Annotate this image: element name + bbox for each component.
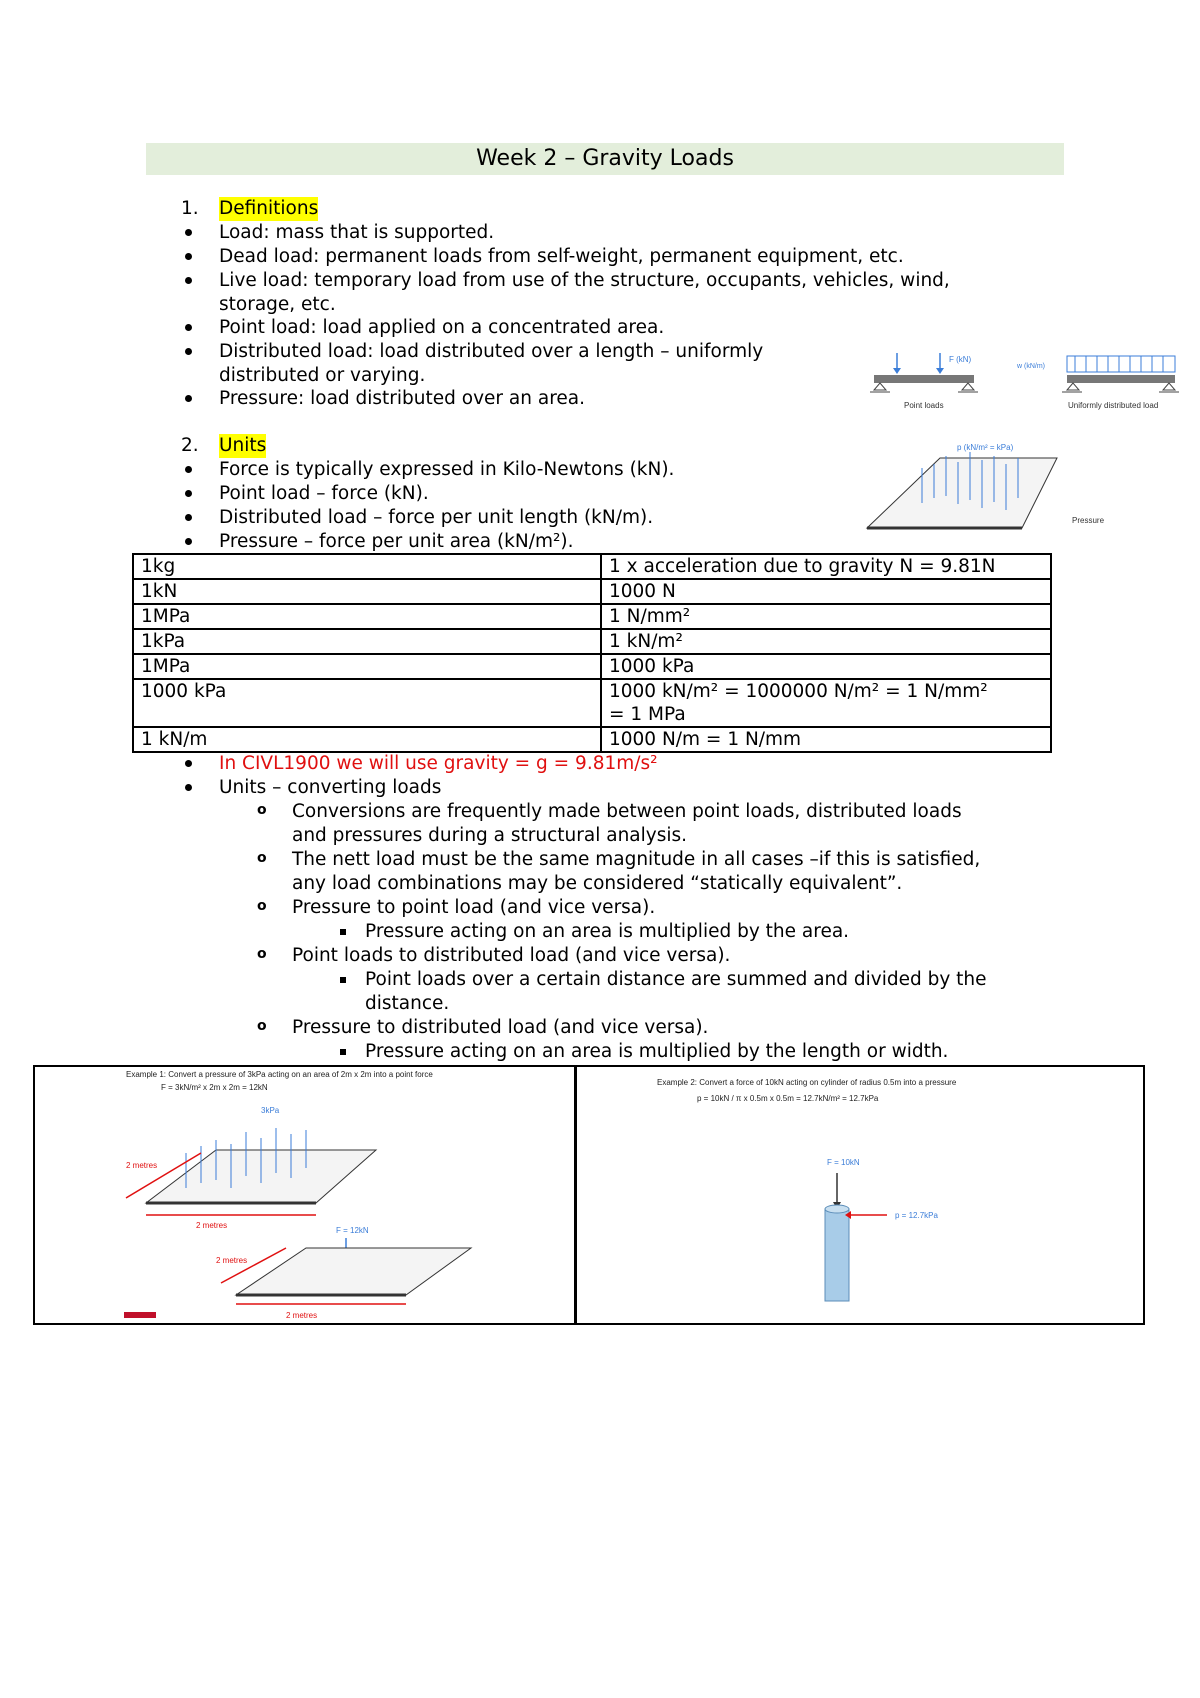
sub-item: The nett load must be the same magnitude in all cases –if this is satisfied, [292, 849, 981, 870]
page-title: Week 2 – Gravity Loads [146, 143, 1064, 175]
bullet-icon [185, 395, 192, 402]
square-bullet-icon [340, 929, 346, 935]
list-item: distributed or varying. [219, 365, 426, 386]
list-item: Pressure: load distributed over an area. [219, 388, 585, 409]
dimension-label: 2 metres [126, 1161, 158, 1170]
table-cell-line: 1000 kN/m² = 1000000 N/m² = 1 N/mm² [609, 681, 988, 702]
circle-bullet-icon: o [257, 850, 267, 866]
section-number: 2. [181, 435, 199, 456]
logo-bar [124, 1312, 156, 1318]
bullet-icon [185, 324, 192, 331]
sub-sub-item: distance. [365, 993, 450, 1014]
w-label: w (kN/m) [1017, 363, 1045, 370]
example-1-title: Example 1: Convert a pressure of 3kPa acting on an area of 2m x 2m into a point force [126, 1070, 433, 1079]
list-item: storage, etc. [219, 294, 336, 315]
example-1-figure [36, 1068, 572, 1322]
example-2-figure [577, 1068, 1143, 1322]
list-item: Units – converting loads [219, 777, 442, 798]
p-label: p (kN/m² = kPa) [957, 443, 1014, 452]
udl-beam [1016, 356, 1179, 410]
circle-bullet-icon: o [257, 1018, 267, 1034]
pressure-label: Pressure [1072, 516, 1105, 525]
table-cell: 1000 N [601, 579, 1051, 604]
units-table [132, 553, 1052, 753]
sub-item: and pressures during a structural analysis. [292, 825, 688, 846]
bullet-icon [185, 784, 192, 791]
list-item: Pressure – force per unit area (kN/m²). [219, 531, 574, 552]
table-row [133, 604, 1051, 629]
circle-bullet-icon: o [257, 802, 267, 818]
table-row [133, 654, 1051, 679]
bullet-icon [185, 348, 192, 355]
dimension-label: 2 metres [216, 1256, 248, 1265]
point-load-beam [870, 353, 978, 410]
section-heading-units: Units [219, 435, 267, 456]
list-item: Force is typically expressed in Kilo-Newtons (kN). [219, 459, 675, 480]
section-number: 1. [181, 198, 199, 219]
sub-sub-item: Pressure acting on an area is multiplied by the area. [365, 921, 850, 942]
example-1-formula: F = 3kN/m² x 2m x 2m = 12kN [161, 1083, 268, 1092]
dimension-label: 2 metres [196, 1221, 228, 1230]
square-bullet-icon [340, 1049, 346, 1055]
table-cell: 1kg [133, 554, 601, 579]
list-item: Dead load: permanent loads from self-weight, permanent equipment, etc. [219, 246, 904, 267]
sub-item: Conversions are frequently made between point loads, distributed loads [292, 801, 962, 822]
table-row [133, 727, 1051, 752]
sub-item: Pressure to point load (and vice versa). [292, 897, 656, 918]
force-label: F = 12kN [336, 1226, 369, 1235]
table-row [133, 579, 1051, 604]
table-row [133, 554, 1051, 579]
table-cell: 1kPa [133, 629, 601, 654]
beam-load-figure [862, 350, 1192, 416]
sub-sub-item: Pressure acting on an area is multiplied by the length or width. [365, 1041, 949, 1062]
table-row [133, 629, 1051, 654]
bullet-icon [185, 277, 192, 284]
table-cell [601, 679, 1051, 727]
udl-label: Uniformly distributed load [1068, 401, 1159, 410]
list-item: Distributed load – force per unit length (kN/m). [219, 507, 654, 528]
bullet-icon [185, 538, 192, 545]
table-cell: 1000 kPa [601, 654, 1051, 679]
dimension-label: 2 metres [286, 1311, 318, 1320]
table-cell: 1000 kPa [133, 679, 601, 727]
square-bullet-icon [340, 977, 346, 983]
sub-item: Point loads to distributed load (and vice versa). [292, 945, 731, 966]
f-label: F (kN) [949, 355, 972, 364]
list-item: Load: mass that is supported. [219, 222, 495, 243]
bullet-icon [185, 253, 192, 260]
force-label: F = 10kN [827, 1158, 860, 1167]
list-item: Distributed load: load distributed over a length – uniformly [219, 341, 764, 362]
table-cell: 1MPa [133, 604, 601, 629]
kpa-label: 3kPa [261, 1106, 280, 1115]
sub-sub-item: Point loads over a certain distance are summed and divided by the [365, 969, 987, 990]
circle-bullet-icon: o [257, 898, 267, 914]
pressure-plate-figure [862, 438, 1112, 538]
bullet-icon [185, 466, 192, 473]
bullet-icon [185, 514, 192, 521]
sub-item: Pressure to distributed load (and vice versa). [292, 1017, 709, 1038]
table-cell: 1000 N/m = 1 N/mm [601, 727, 1051, 752]
table-cell: 1 N/mm² [601, 604, 1051, 629]
table-cell: 1MPa [133, 654, 601, 679]
circle-bullet-icon: o [257, 946, 267, 962]
sub-item: any load combinations may be considered “statically equivalent”. [292, 873, 903, 894]
bullet-icon [185, 229, 192, 236]
table-cell: 1 kN/m [133, 727, 601, 752]
section-heading-definitions: Definitions [219, 198, 319, 219]
table-cell-line: = 1 MPa [609, 704, 686, 725]
bullet-icon [185, 760, 192, 767]
example-2-formula: p = 10kN / π x 0.5m x 0.5m = 12.7kN/m² = 12.7kPa [697, 1094, 879, 1103]
table-row [133, 679, 1051, 727]
table-cell: 1kN [133, 579, 601, 604]
bullet-icon [185, 490, 192, 497]
list-item: Point load: load applied on a concentrated area. [219, 317, 665, 338]
point-loads-label: Point loads [904, 401, 944, 410]
list-item: Point load – force (kN). [219, 483, 429, 504]
table-cell: 1 x acceleration due to gravity N = 9.81N [601, 554, 1051, 579]
list-item: Live load: temporary load from use of the structure, occupants, vehicles, wind, [219, 270, 950, 291]
example-2-title: Example 2: Convert a force of 10kN acting on cylinder of radius 0.5m into a pressure [657, 1078, 957, 1087]
table-cell: 1 kN/m² [601, 629, 1051, 654]
gravity-note: In CIVL1900 we will use gravity = g = 9.81m/s² [219, 753, 658, 774]
pressure-value-label: p = 12.7kPa [895, 1211, 938, 1220]
